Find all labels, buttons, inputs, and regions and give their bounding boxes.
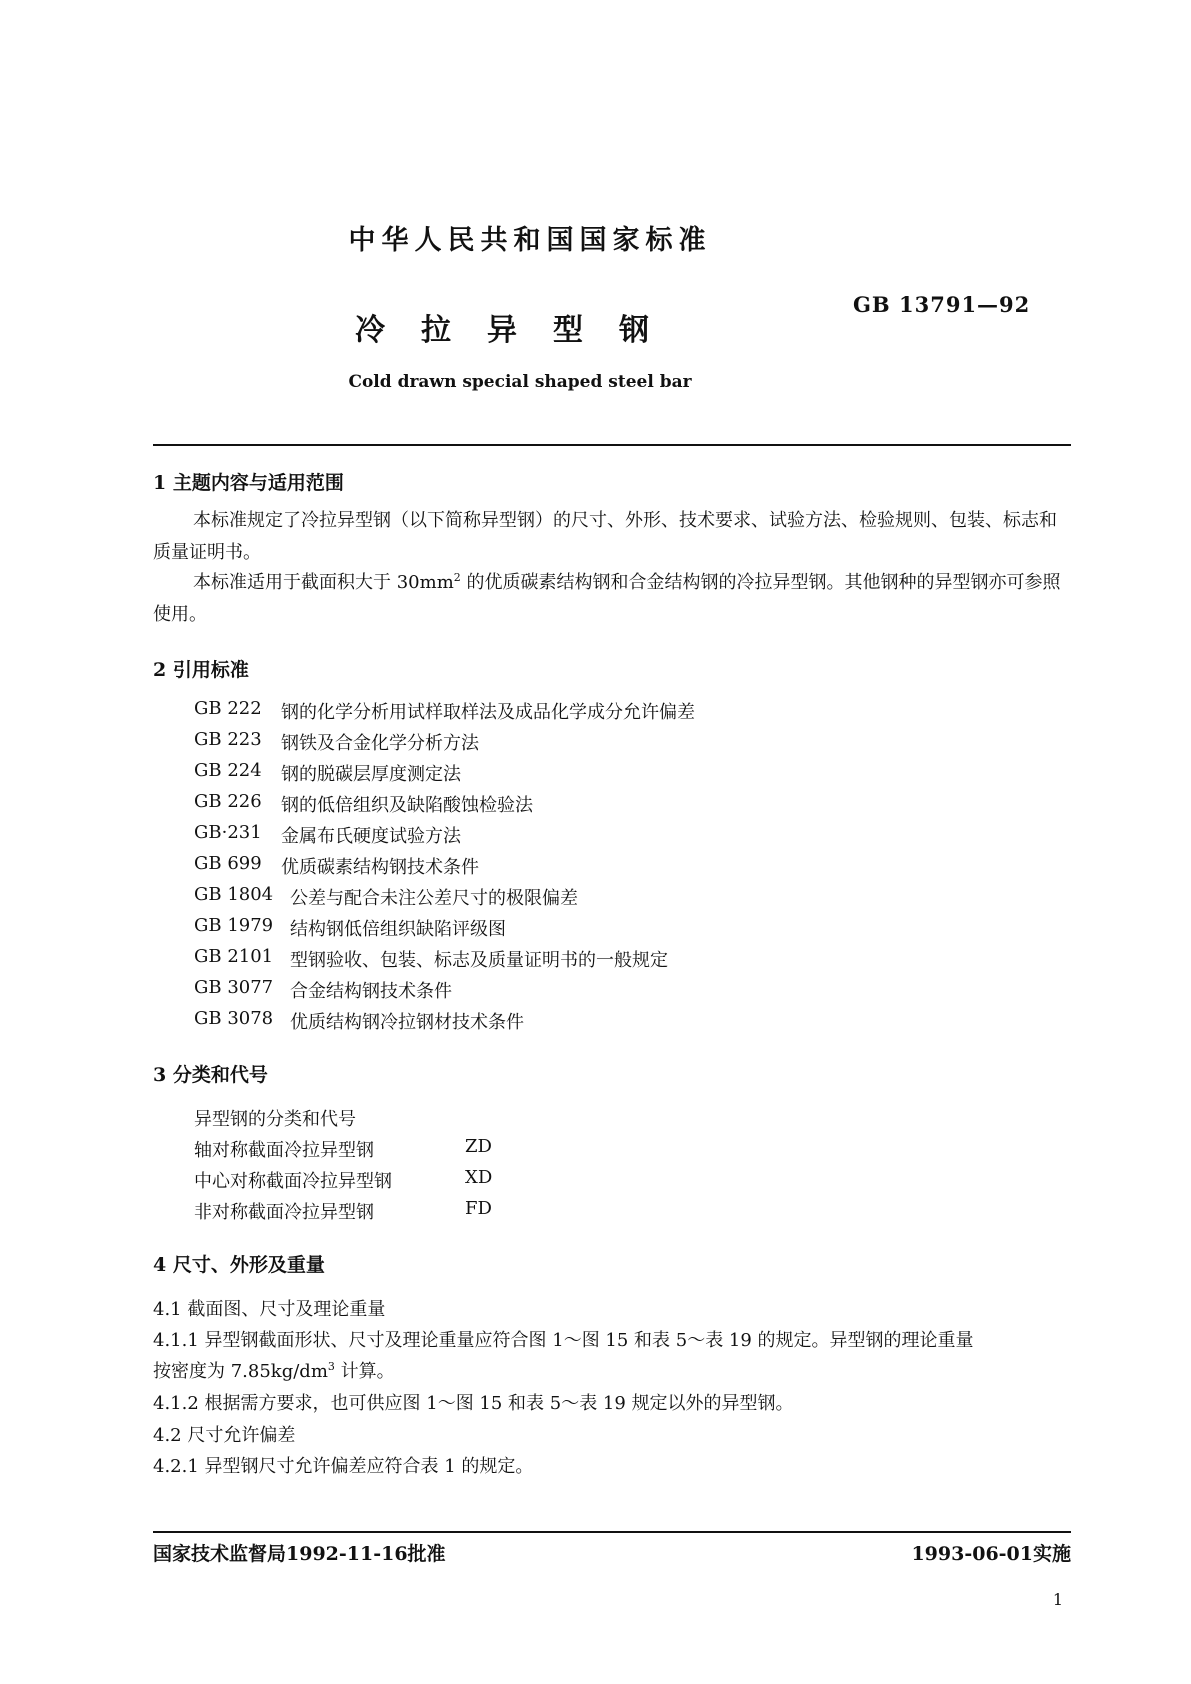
classification-intro: 异型钢的分类和代号 — [194, 1109, 356, 1130]
reference-title: 钢的化学分析用试样取样法及成品化学成分允许偏差 — [281, 702, 695, 723]
standard-code: GB 13791—92 — [853, 292, 1031, 317]
reference-title: 优质碳素结构钢技术条件 — [281, 857, 479, 878]
reference-code: GB 3078 — [194, 1008, 274, 1029]
reference-title: 公差与配合未注公差尺寸的极限偏差 — [290, 888, 578, 909]
clause-4-1: 4.1 截面图、尺寸及理论重量 — [153, 1299, 386, 1320]
classification-code: ZD — [465, 1136, 492, 1157]
document-title-cn: 冷拉异型钢 — [355, 313, 685, 348]
reference-code: GB 223 — [194, 729, 262, 750]
document-title-en: Cold drawn special shaped steel bar — [348, 372, 692, 392]
reference-code: GB 1979 — [194, 915, 274, 936]
clause-4-1-2: 4.1.2 根据需方要求，也可供应图 1～图 15 和表 5～表 19 规定以外的异型钢。 — [153, 1393, 794, 1414]
reference-code: GB 222 — [194, 698, 262, 719]
reference-title: 结构钢低倍组织缺陷评级图 — [290, 919, 506, 940]
section-1-paragraph-1: 本标准规定了冷拉异型钢（以下简称异型钢）的尺寸、外形、技术要求、试验方法、检验规则、包装、标志和质量证明书。 — [153, 510, 1057, 563]
header-divider — [153, 444, 1071, 446]
effective-date: 1993-06-01实施 — [911, 1543, 1071, 1565]
reference-title: 钢铁及合金化学分析方法 — [281, 733, 479, 754]
page-number: 1 — [1052, 1590, 1063, 1609]
approval-date: 国家技术监督局1992-11-16批准 — [153, 1543, 446, 1565]
classification-code: FD — [465, 1198, 492, 1219]
reference-code: GB 2101 — [194, 946, 274, 967]
reference-title: 金属布氏硬度试验方法 — [281, 826, 461, 847]
section-3-heading: 3 分类和代号 — [153, 1064, 268, 1086]
clause-4-2: 4.2 尺寸允许偏差 — [153, 1425, 296, 1446]
section-2-heading: 2 引用标准 — [153, 659, 249, 681]
clause-4-1-1: 4.1.1 异型钢截面形状、尺寸及理论重量应符合图 1～图 15 和表 5～表 19 的规定。异型钢的理论重量 — [153, 1330, 974, 1351]
reference-code: GB 1804 — [194, 884, 274, 905]
footer-divider — [153, 1531, 1071, 1533]
reference-title: 合金结构钢技术条件 — [290, 981, 452, 1002]
section-4-heading: 4 尺寸、外形及重量 — [153, 1254, 325, 1276]
reference-code: GB 3077 — [194, 977, 274, 998]
reference-code: GB 226 — [194, 791, 262, 812]
classification-name: 中心对称截面冷拉异型钢 — [194, 1171, 392, 1192]
classification-name: 非对称截面冷拉异型钢 — [194, 1202, 374, 1223]
clause-4-1-1-continued: 按密度为 $7.85kg/dm^3$ 计算。 — [153, 1360, 395, 1382]
reference-title: 钢的低倍组织及缺陷酸蚀检验法 — [281, 795, 533, 816]
classification-name: 轴对称截面冷拉异型钢 — [194, 1140, 374, 1161]
section-1-heading: 1 主题内容与适用范围 — [153, 472, 344, 494]
reference-title: 钢的脱碳层厚度测定法 — [281, 764, 461, 785]
classification-code: XD — [465, 1167, 493, 1188]
reference-code: GB 699 — [194, 853, 262, 874]
reference-title: 型钢验收、包装、标志及质量证明书的一般规定 — [290, 950, 668, 971]
section-1-paragraph-2: 本标准适用于截面积大于 $30mm^2$ 的优质碳素结构钢和合金结构钢的冷拉异型钢。其他钢种的异型钢亦可参照使用。 — [153, 571, 1061, 625]
reference-title: 优质结构钢冷拉钢材技术条件 — [290, 1012, 524, 1033]
reference-code: GB·231 — [194, 822, 262, 843]
national-standard-title: 中华人民共和国国家标准 — [348, 225, 712, 256]
reference-code: GB 224 — [194, 760, 262, 781]
clause-4-2-1: 4.2.1 异型钢尺寸允许偏差应符合表 1 的规定。 — [153, 1456, 534, 1477]
